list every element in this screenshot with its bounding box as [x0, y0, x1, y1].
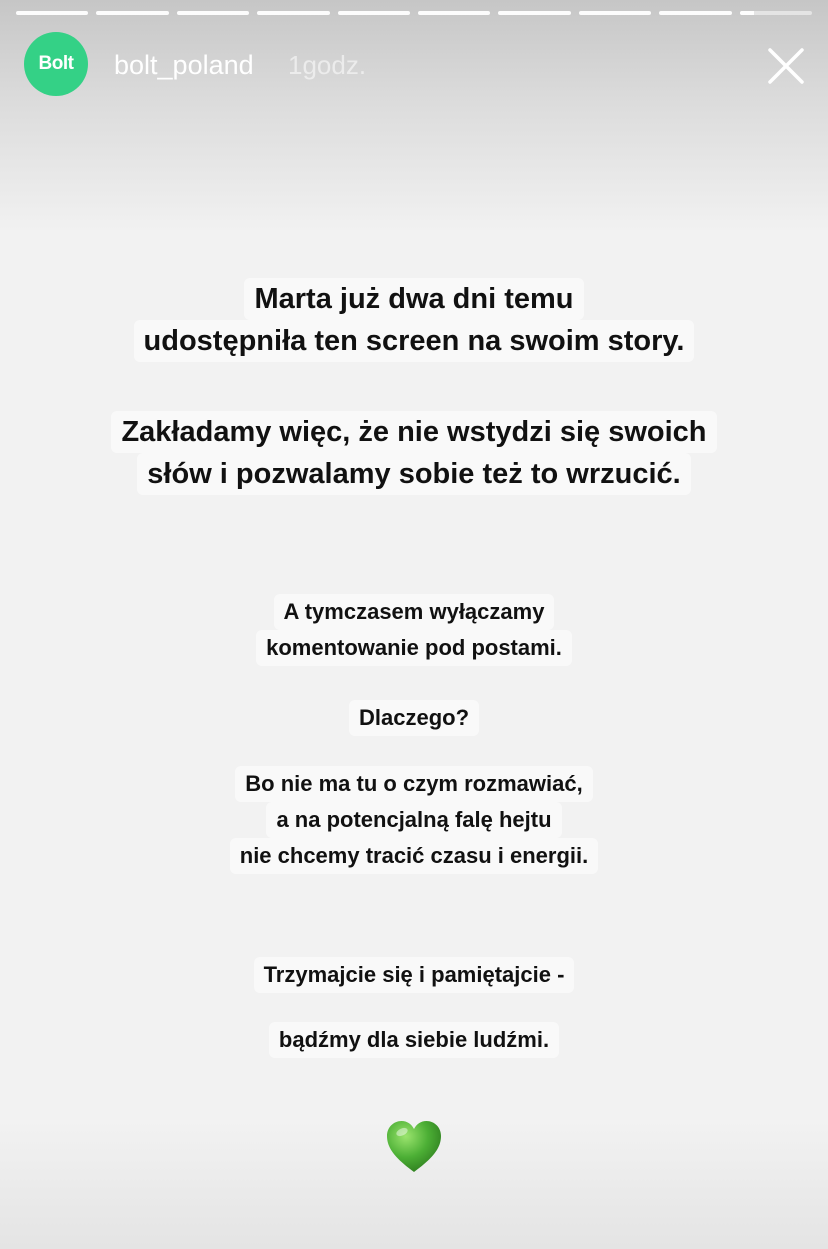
- paragraph-4-line-3: nie chcemy tracić czasu i energii.: [230, 838, 599, 874]
- progress-segment: [257, 11, 329, 15]
- close-x-icon: [766, 46, 806, 86]
- progress-segment: [579, 11, 651, 15]
- progress-segment: [498, 11, 570, 15]
- closing-line-1: [0, 957, 828, 993]
- closing-line-2: [0, 1022, 828, 1058]
- progress-segment: [338, 11, 410, 15]
- post-time: 1godz.: [288, 50, 367, 80]
- paragraph-2-line-2: słów i pozwalamy sobie też to wrzucić.: [137, 453, 690, 495]
- paragraph-3-line-1: A tymczasem wyłączamy: [274, 594, 555, 630]
- question-text: Dlaczego?: [349, 700, 479, 736]
- paragraph-2: [0, 411, 828, 495]
- progress-segment: [659, 11, 731, 15]
- paragraph-1: [0, 278, 828, 362]
- paragraph-4-line-2: a na potencjalną falę hejtu: [266, 802, 561, 838]
- progress-segment: [16, 11, 88, 15]
- paragraph-3: [0, 594, 828, 666]
- story-progress-bar: [16, 11, 812, 16]
- close-button[interactable]: [766, 46, 806, 86]
- paragraph-4-line-1: Bo nie ma tu o czym rozmawiać,: [235, 766, 592, 802]
- progress-segment-fill: [740, 11, 754, 15]
- progress-segment: [740, 11, 812, 15]
- green-heart-icon: [385, 1118, 443, 1176]
- avatar[interactable]: [24, 32, 88, 96]
- story-header: [24, 30, 814, 100]
- closing-line-1-text: Trzymajcie się i pamiętajcie -: [254, 957, 575, 993]
- paragraph-4: [0, 766, 828, 874]
- progress-segment: [418, 11, 490, 15]
- username[interactable]: bolt_poland: [114, 50, 254, 80]
- paragraph-1-line-1: Marta już dwa dni temu: [244, 278, 583, 320]
- question: [0, 700, 828, 736]
- paragraph-1-line-2: udostępniła ten screen na swoim story.: [134, 320, 695, 362]
- bolt-logo-text: Bolt: [38, 53, 74, 74]
- progress-segment: [177, 11, 249, 15]
- paragraph-3-line-2: komentowanie pod postami.: [256, 630, 572, 666]
- closing-line-2-text: bądźmy dla siebie ludźmi.: [269, 1022, 559, 1058]
- progress-segment: [96, 11, 168, 15]
- paragraph-2-line-1: Zakładamy więc, że nie wstydzi się swoich: [111, 411, 716, 453]
